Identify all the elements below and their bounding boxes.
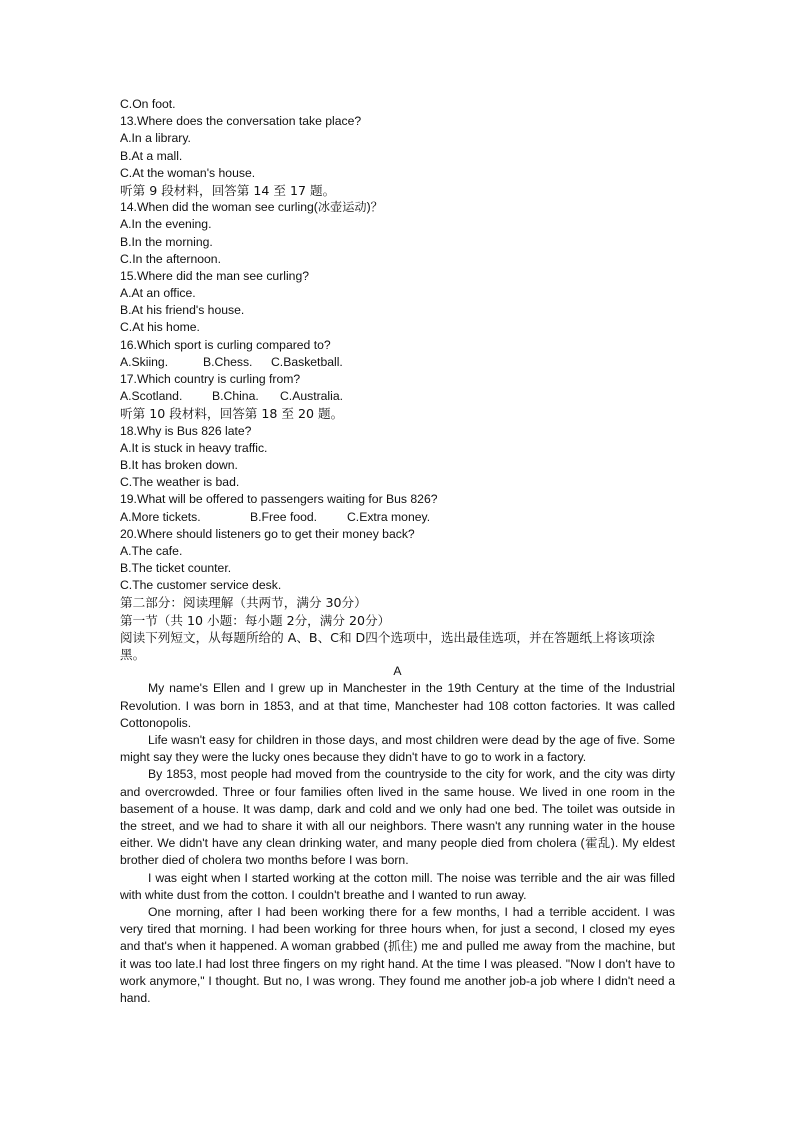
q15-option-a: A.At an office. [120,286,196,301]
passage-paragraph-3: By 1853, most people had moved from the countryside to the city for work, and the city was dirty and overcrowded. Three or four families often lived in the same house. We lived in one room in the basement of a house. It was damp, dark and cold and we only had one bed. The toilet was outside in the street, and we had to share it with all our neighbors. There wasn't any running water in the house either. We didn't have any clean drinking water, and many people died from cholera (霍乱). My eldest brother died of cholera two months before I was born. [120,767,675,868]
q17-question: 17.Which country is curling from? [120,372,301,386]
q16-question: 16.Which sport is curling compared to? [120,337,331,352]
section10-instruction: 听第 10 段材料，回答第 18 至 20 题。 [120,406,344,422]
q20-option-a: A.The cafe. [120,543,183,558]
q13-option-b: B.At a mall. [120,148,183,163]
passage-paragraph-4: I was eight when I started working at the cotton mill. The noise was terrible and the air was filled with white dust from the cotton. I couldn't breathe and I wanted to run away. [120,870,675,902]
q16-option-b: B.Chess. [203,354,253,369]
q14-option-a: A.In the evening. [120,217,212,232]
q17-option-c: C.Australia. [280,389,343,404]
passage-paragraph-1: My name's Ellen and I grew up in Manchester in the 19th Century at the time of the Industrial Revolution. I was born in 1853, and at that time, Manchester had 108 cotton factories. It was called Cottonopolis. [120,681,675,730]
q17-option-b: B.China. [212,389,259,404]
q18-option-a: A.It is stuck in heavy traffic. [120,440,268,455]
q14-option-b: B.In the morning. [120,234,213,249]
q15-option-c: C.At his home. [120,320,200,335]
q19-question: 19.What will be offered to passengers waiting for Bus 826? [120,492,438,507]
q14-option-c: C.In the afternoon. [120,251,221,266]
reading-part-title: 第二部分：阅读理解（共两节，满分 30分） [120,595,367,611]
q13-option-a: A.In a library. [120,131,191,146]
q14-question: 14.When did the woman see curling(冰壶运动)？ [120,200,383,215]
passage-paragraph-2: Life wasn't easy for children in those days, and most children were dead by the age of five. Some might say they were the lucky ones because they didn't have to go to work in a factory. [120,733,675,765]
q19-option-b: B.Free food. [250,509,318,524]
exam-page [120,96,675,1007]
q16-options [120,354,675,371]
section9-instruction: 听第 9 段材料，回答第 14 至 17 题。 [120,182,336,198]
q12-option-c: C.On foot. [120,97,176,111]
passage-paragraph-5: One morning, after I had been working there for a few months, I had a terrible accident. I was very tired that morning. I had been working for three hours when, for just a second, I closed my eyes and that's when it happened. A woman grabbed (抓住) me and pulled me away from the machine, but it was too late.I had lost three fingers on my right hand. At the time I was pleased. "Now I don't have to work anymore," I thought. But no, I was wrong. They found me another job-a job where I didn't need a hand. [120,905,675,1006]
q18-option-b: B.It has broken down. [120,457,238,472]
q15-option-b: B.At his friend's house. [120,303,245,318]
reading-instruction: 阅读下列短文，从每题所给的 A、B、C和 D四个选项中，选出最佳选项，并在答题纸上将该项涂黑。 [120,629,655,663]
q18-option-c: C.The weather is bad. [120,475,240,490]
q20-option-b: B.The ticket counter. [120,561,232,576]
q17-options [120,388,675,405]
q13-option-c: C.At the woman's house. [120,165,256,180]
q17-option-a: A.Scotland. [120,389,183,404]
q16-option-a: A.Skiing. [120,354,169,369]
q20-question: 20.Where should listeners go to get their money back? [120,526,415,541]
q20-option-c: C.The customer service desk. [120,578,282,593]
q19-option-a: A.More tickets. [120,509,201,524]
passage-label: A [393,664,402,679]
q19-options [120,509,675,526]
q15-question: 15.Where did the man see curling? [120,268,310,283]
q16-option-c: C.Basketball. [271,354,343,369]
q13-question: 13.Where does the conversation take place? [120,114,362,129]
q18-question: 18.Why is Bus 826 late? [120,423,252,438]
q19-option-c: C.Extra money. [347,509,431,524]
reading-section-title: 第一节（共 10 小题：每小题 2分，满分 20分） [120,612,391,628]
